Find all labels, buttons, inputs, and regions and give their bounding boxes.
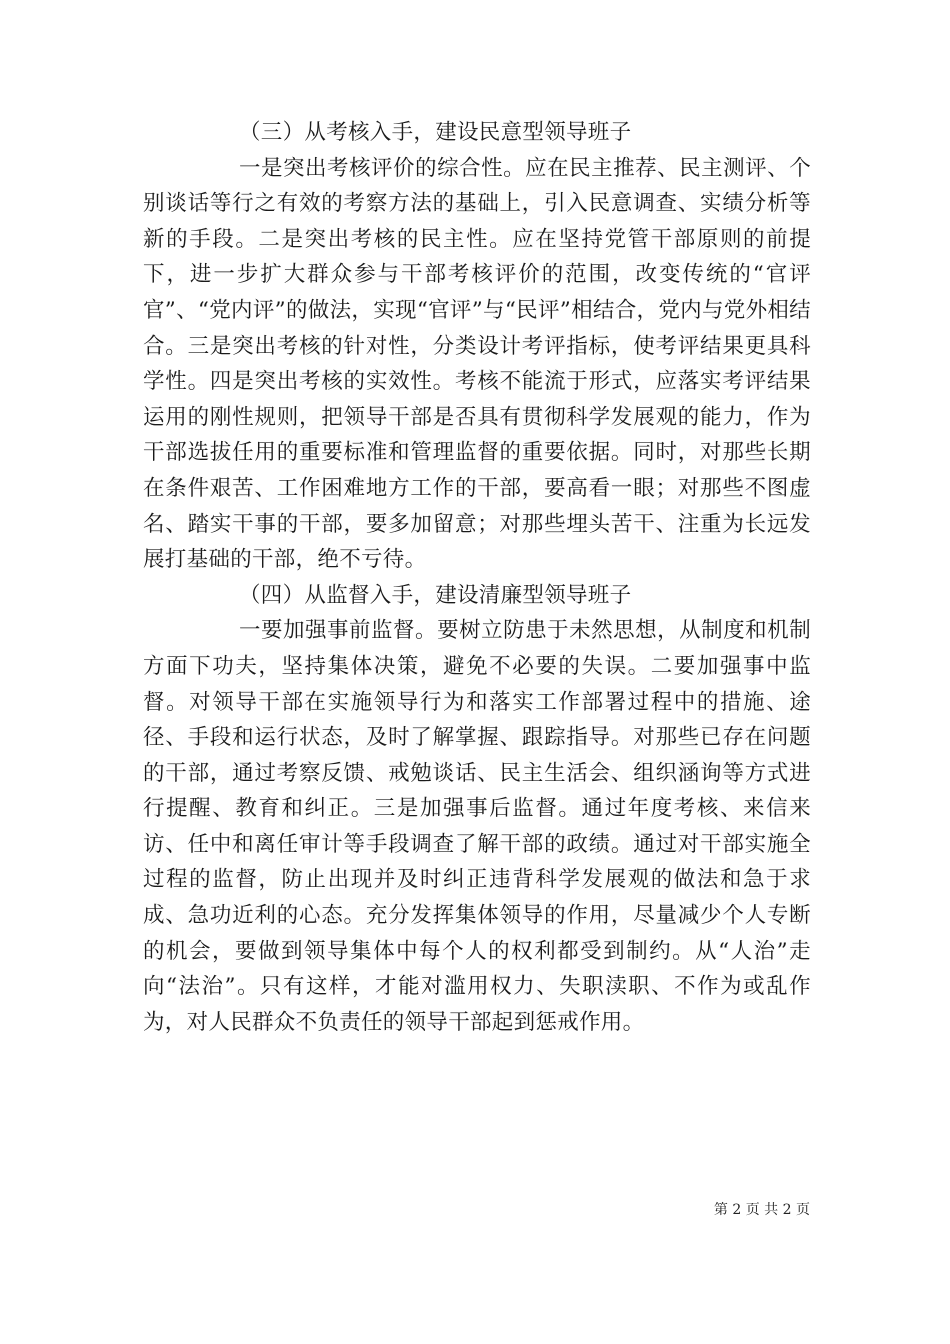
page-number-footer: 第 2 页 共 2 页 <box>713 1202 810 1218</box>
document-body <box>143 115 811 1040</box>
section-paragraph-4: 一要加强事前监督。要树立防患于未然思想，从制度和机制方面下功夫，坚持集体决策，避免不必要的失误。二要加强事中监督。对领导干部在实施领导行为和落实工作部署过程中的措施、途径、手段和运行状态，及时了解掌握、跟踪指导。对那些已存在问题的干部，通过考察反馈、戒勉谈话、民主生活会、组织涵询等方式进行提醒、教育和纠正。三是加强事后监督。通过年度考核、来信来访、任中和离任审计等手段调查了解干部的政绩。通过对干部实施全过程的监督，防止出现并及时纠正违背科学发展观的做法和急于求成、急功近利的心态。充分发挥集体领导的作用，尽量减少个人专断的机会，要做到领导集体中每个人的权利都受到制约。从“人治”走向“法治”。只有这样，才能对滥用权力、失职渎职、不作为或乱作为，对人民群众不负责任的领导干部起到惩戒作用。 <box>143 618 811 1035</box>
section-heading-3: （三）从考核入手，建设民意型领导班子 <box>239 120 632 145</box>
section-heading-4: （四）从监督入手，建设清廉型领导班子 <box>239 582 632 608</box>
section-paragraph-3: 一是突出考核评价的综合性。应在民主推荐、民主测评、个别谈话等行之有效的考察方法的基础上，引入民意调查、实绩分析等新的手段。二是突出考核的民主性。应在坚持党管干部原则的前提下，进一步扩大群众参与干部考核评价的范围，改变传统的“官评官”、“党内评”的做法，实现“官评”与“民评”相结合，党内与党外相结合。三是突出考核的针对性，分类设计考评指标，使考评结果更具科学性。四是突出考核的实效性。考核不能流于形式，应落实考评结果运用的刚性规则，把领导干部是否具有贯彻科学发展观的能力，作为干部选拔任用的重要标准和管理监督的重要依据。同时，对那些长期在条件艰苦、工作困难地方工作的干部，要高看一眼；对那些不图虚名、踏实干事的干部，要多加留意；对那些埋头苦干、注重为长远发展打基础的干部，绝不亏待。 <box>143 155 811 573</box>
